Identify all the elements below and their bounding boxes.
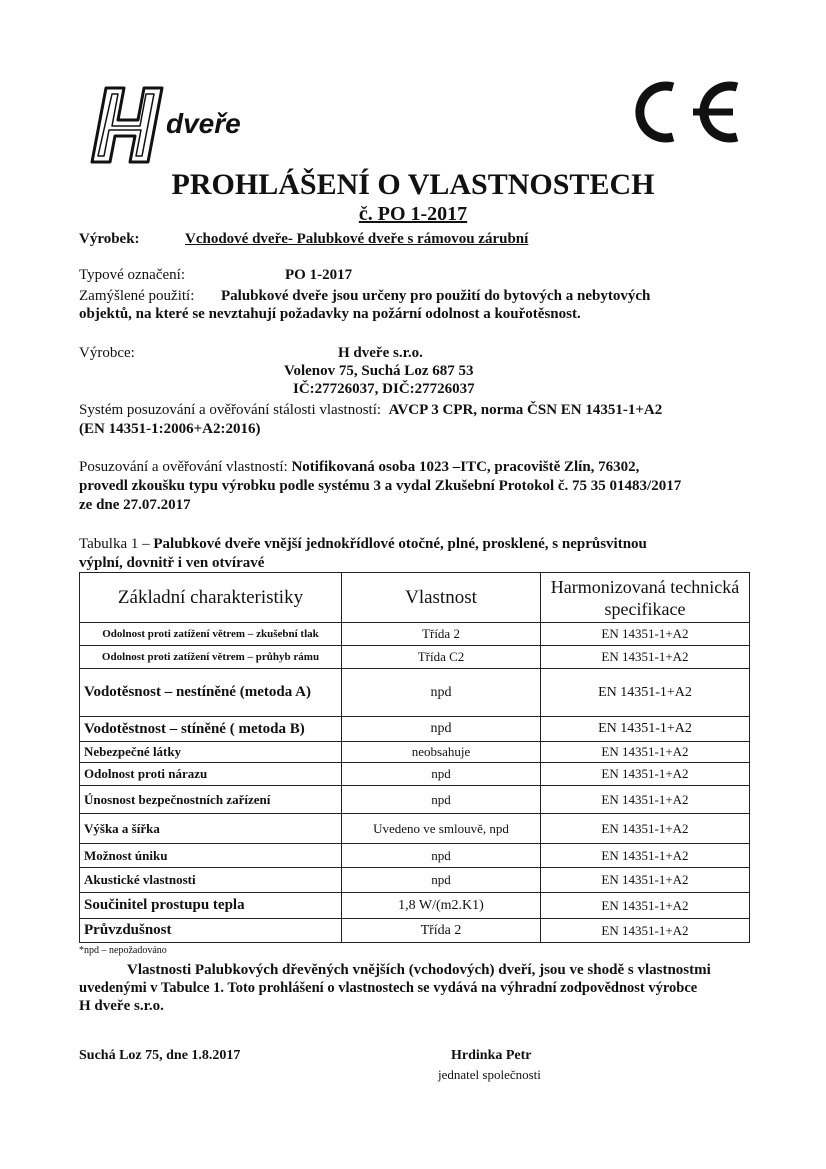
- place-date: Suchá Loz 75, dne 1.8.2017: [79, 1048, 241, 1063]
- row-property: Třída 2: [342, 623, 541, 646]
- product-label: Výrobek:: [79, 231, 140, 247]
- assessment-line1: [79, 458, 639, 476]
- row-specification: EN 14351-1+A2: [541, 893, 750, 919]
- signatory-role: jednatel společnosti: [438, 1067, 541, 1082]
- table-caption-line1: [79, 535, 647, 553]
- manufacturer-name: H dveře s.r.o.: [338, 345, 423, 361]
- avcp-line2: (EN 14351-1:2006+A2:2016): [79, 421, 261, 437]
- row-specification: EN 14351-1+A2: [541, 717, 750, 742]
- row-property: npd: [342, 717, 541, 742]
- table-row: [80, 742, 750, 763]
- row-characteristic: Únosnost bezpečnostních zařízení: [80, 786, 342, 814]
- table-caption-line2: výplní, dovnitř i ven otvíravé: [79, 555, 265, 571]
- header-characteristics: Základní charakteristiky: [80, 573, 342, 623]
- table-row: [80, 717, 750, 742]
- row-property: Třída C2: [342, 646, 541, 669]
- row-characteristic: Nebezpečné látky: [80, 742, 342, 763]
- type-designation-value: PO 1-2017: [285, 267, 353, 283]
- ce-mark-icon: [627, 79, 743, 145]
- row-property: 1,8 W/(m2.K1): [342, 893, 541, 919]
- row-specification: EN 14351-1+A2: [541, 868, 750, 893]
- manufacturer-ids: IČ:27726037, DIČ:27726037: [293, 381, 475, 397]
- row-specification: EN 14351-1+A2: [541, 669, 750, 717]
- table-row: [80, 623, 750, 646]
- table-row: [80, 814, 750, 844]
- row-property: Uvedeno ve smlouvě, npd: [342, 814, 541, 844]
- row-characteristic: Výška a šířka: [80, 814, 342, 844]
- table-caption-prefix: Tabulka 1 –: [79, 536, 154, 552]
- row-specification: EN 14351-1+A2: [541, 623, 750, 646]
- assessment-line3: ze dne 27.07.2017: [79, 497, 191, 513]
- assessment-line2: provedl zkoušku typu výrobku podle systému 3 a vydal Zkušební Protokol č. 75 35 01483/2017: [79, 478, 682, 494]
- table-row: [80, 868, 750, 893]
- product-value: Vchodové dveře- Palubkové dveře s rámovou zárubní: [185, 231, 529, 247]
- row-specification: EN 14351-1+A2: [541, 919, 750, 943]
- row-property: Třída 2: [342, 919, 541, 943]
- header-specification: Harmonizovaná technická specifikace: [541, 573, 750, 623]
- row-characteristic: Akustické vlastnosti: [80, 868, 342, 893]
- table-row: [80, 669, 750, 717]
- row-property: neobsahuje: [342, 742, 541, 763]
- table-row: [80, 893, 750, 919]
- table-caption-title: Palubkové dveře vnější jednokřídlové otočné, plné, prosklené, s neprůsvitnou: [153, 536, 647, 552]
- table-row: [80, 763, 750, 786]
- page-title: PROHLÁŠENÍ O VLASTNOSTECH: [171, 168, 655, 201]
- row-property: npd: [342, 868, 541, 893]
- assessment-label: Posuzování a ověřování vlastností:: [79, 459, 288, 475]
- conclusion-line2: uvedenými v Tabulce 1. Toto prohlášení o vlastnostech se vydává na výhradní zodpovědnost výrobce: [79, 980, 698, 996]
- avcp-label: Systém posuzování a ověřování stálosti vlastností:: [79, 402, 382, 418]
- conclusion-line1: Vlastnosti Palubkových dřevěných vnějších (vchodových) dveří, jsou ve shodě s vlastnostmi: [127, 962, 711, 978]
- row-specification: EN 14351-1+A2: [541, 844, 750, 868]
- row-characteristic: Odolnost proti zatížení větrem – průhyb rámu: [80, 646, 342, 669]
- h-logo-icon: [88, 86, 168, 164]
- row-specification: EN 14351-1+A2: [541, 742, 750, 763]
- row-characteristic: Vodotěstnost – stíněné ( metoda B): [80, 717, 342, 742]
- table-row: [80, 786, 750, 814]
- row-characteristic: Součinitel prostupu tepla: [80, 893, 342, 919]
- company-logo: [88, 86, 258, 166]
- table-row: [80, 844, 750, 868]
- type-designation-label: Typové označení:: [79, 267, 185, 283]
- row-specification: EN 14351-1+A2: [541, 786, 750, 814]
- row-specification: EN 14351-1+A2: [541, 763, 750, 786]
- footnote: *npd – nepožadováno: [79, 945, 167, 956]
- row-characteristic: Vodotěsnost – nestíněné (metoda A): [80, 669, 342, 717]
- manufacturer-address: Volenov 75, Suchá Loz 687 53: [284, 363, 474, 379]
- table-row: [80, 919, 750, 943]
- row-characteristic: Možnost úniku: [80, 844, 342, 868]
- row-specification: EN 14351-1+A2: [541, 814, 750, 844]
- manufacturer-label: Výrobce:: [79, 345, 135, 361]
- row-specification: EN 14351-1+A2: [541, 646, 750, 669]
- logo-brand-text: dveře: [166, 108, 241, 139]
- intended-use-label: Zamýšlené použití:: [79, 288, 195, 304]
- row-characteristic: Průvzdušnost: [80, 919, 342, 943]
- document-number: č. PO 1-2017: [358, 203, 468, 225]
- row-characteristic: Odolnost proti zatížení větrem – zkušební tlak: [80, 623, 342, 646]
- row-property: npd: [342, 786, 541, 814]
- intended-use-line2: objektů, na které se nevztahují požadavky na požární odolnost a kouřotěsnost.: [79, 306, 581, 322]
- row-characteristic: Odolnost proti nárazu: [80, 763, 342, 786]
- conclusion-line3: H dveře s.r.o.: [79, 998, 164, 1014]
- avcp-value: AVCP 3 CPR, norma ČSN EN 14351-1+A2: [388, 402, 663, 418]
- avcp-line1: [79, 401, 662, 419]
- assessment-body: Notifikovaná osoba 1023 –ITC, pracoviště Zlín, 76302,: [291, 459, 640, 475]
- table-row: [80, 646, 750, 669]
- row-property: npd: [342, 844, 541, 868]
- row-property: npd: [342, 763, 541, 786]
- row-property: npd: [342, 669, 541, 717]
- signatory-name: Hrdinka Petr: [451, 1048, 532, 1063]
- header-property: Vlastnost: [342, 573, 541, 623]
- intended-use-line1: Palubkové dveře jsou určeny pro použití do bytových a nebytových: [221, 288, 651, 304]
- properties-table: [79, 572, 750, 943]
- table-header-row: [80, 573, 750, 623]
